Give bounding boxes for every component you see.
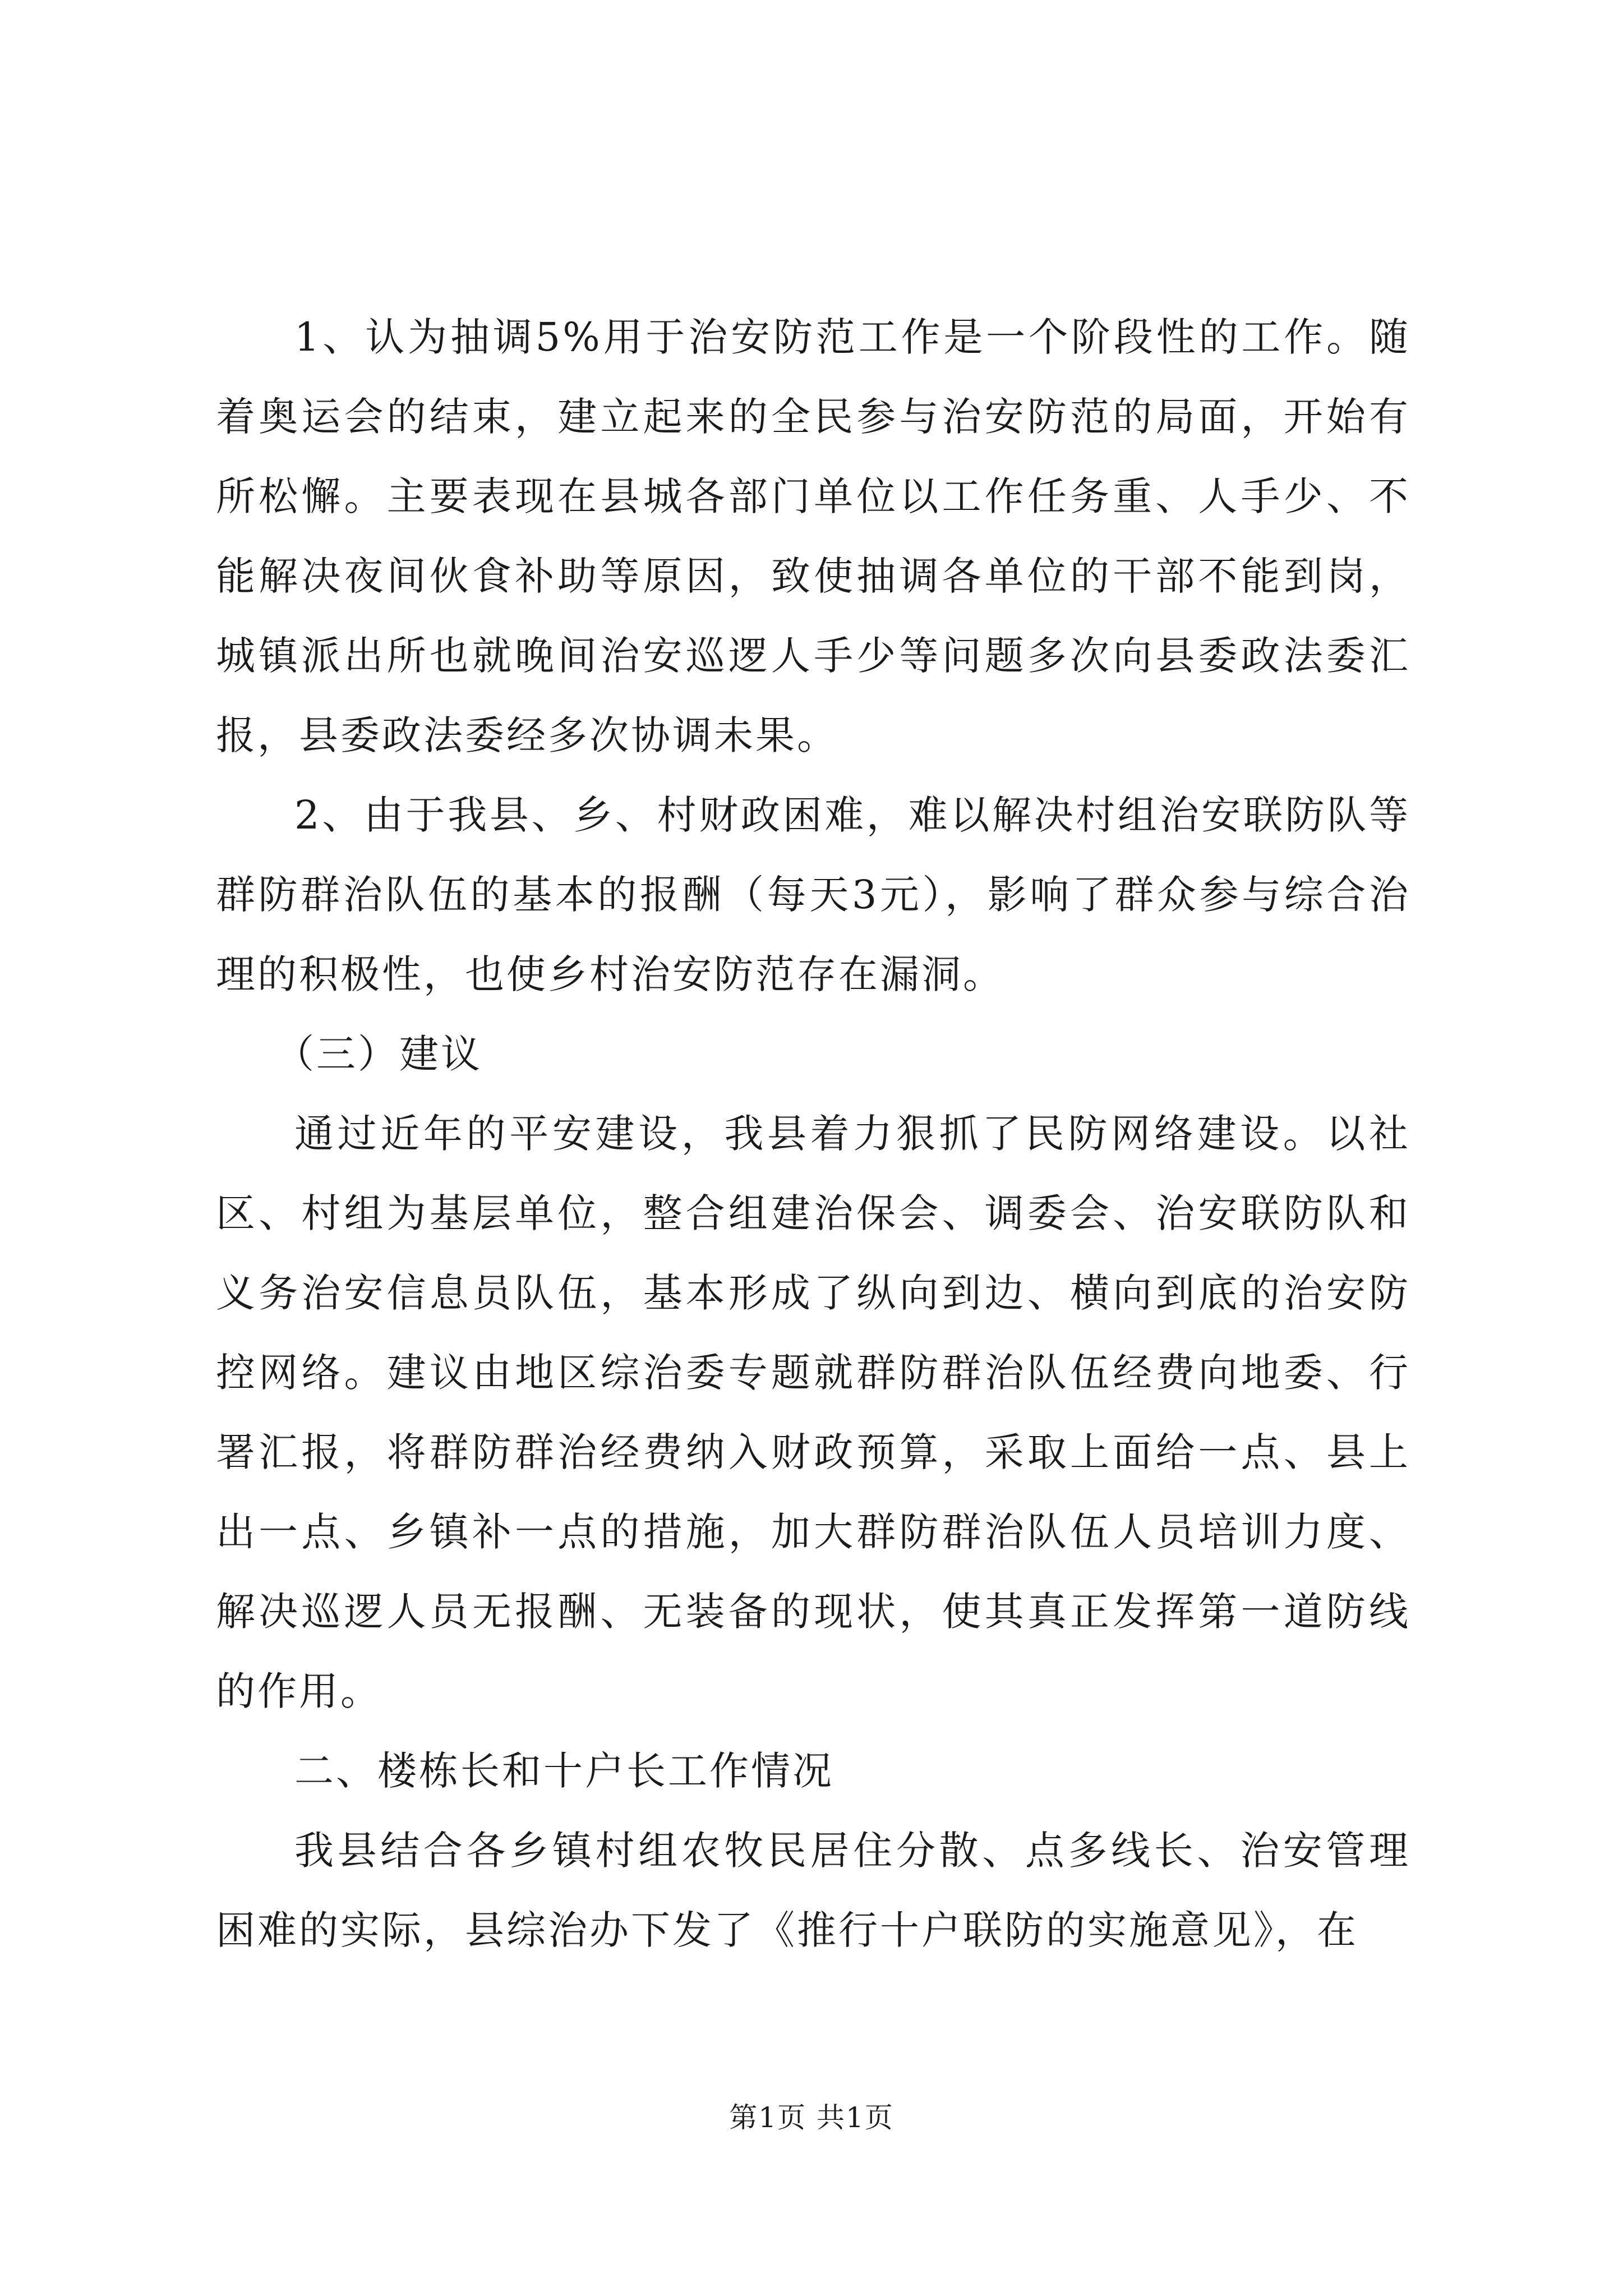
paragraph-building-leaders: 我县结合各乡镇村组农牧民居住分散、点多线长、治安管理困难的实际，县综治办下发了《推行十户联防的实施意见》，在 <box>216 1828 1410 1953</box>
paragraph-item-2: 2、由于我县、乡、村财政困难，难以解决村组治安联防队等群防群治队伍的基本的报酬（每天3元），影响了群众参与综合治理的积极性，也使乡村治安防范存在漏洞。 <box>216 792 1410 997</box>
document-body <box>216 297 1410 1970</box>
section-heading-building-leaders: 二、楼栋长和十户长工作情况 <box>294 1748 834 1794</box>
page-footer: 第1页 共1页 <box>729 2101 894 2134</box>
paragraph-suggestions: 通过近年的平安建设，我县着力狠抓了民防网络建设。以社区、村组为基层单位，整合组建治保会、调委会、治安联防队和义务治安信息员队伍，基本形成了纵向到边、横向到底的治安防控网络。建议由地区综治委专题就群防群治队伍经费向地委、行署汇报，将群防群治经费纳入财政预算，采取上面给一点、县上出一点、乡镇补一点的措施，加大群防群治队伍人员培训力度、解决巡逻人员无报酬、无装备的现状，使其真正发挥第一道防线的作用。 <box>216 1111 1410 1714</box>
section-heading-suggestions: （三）建议 <box>275 1031 482 1077</box>
paragraph-item-1: 1、认为抽调5%用于治安防范工作是一个阶段性的工作。随着奥运会的结束，建立起来的全民参与治安防范的局面，开始有所松懈。主要表现在县城各部门单位以工作任务重、人手少、不能解决夜间伙食补助等原因，致使抽调各单位的干部不能到岗，城镇派出所也就晚间治安巡逻人手少等问题多次向县委政法委汇报，县委政法委经多次协调未果。 <box>216 314 1410 758</box>
